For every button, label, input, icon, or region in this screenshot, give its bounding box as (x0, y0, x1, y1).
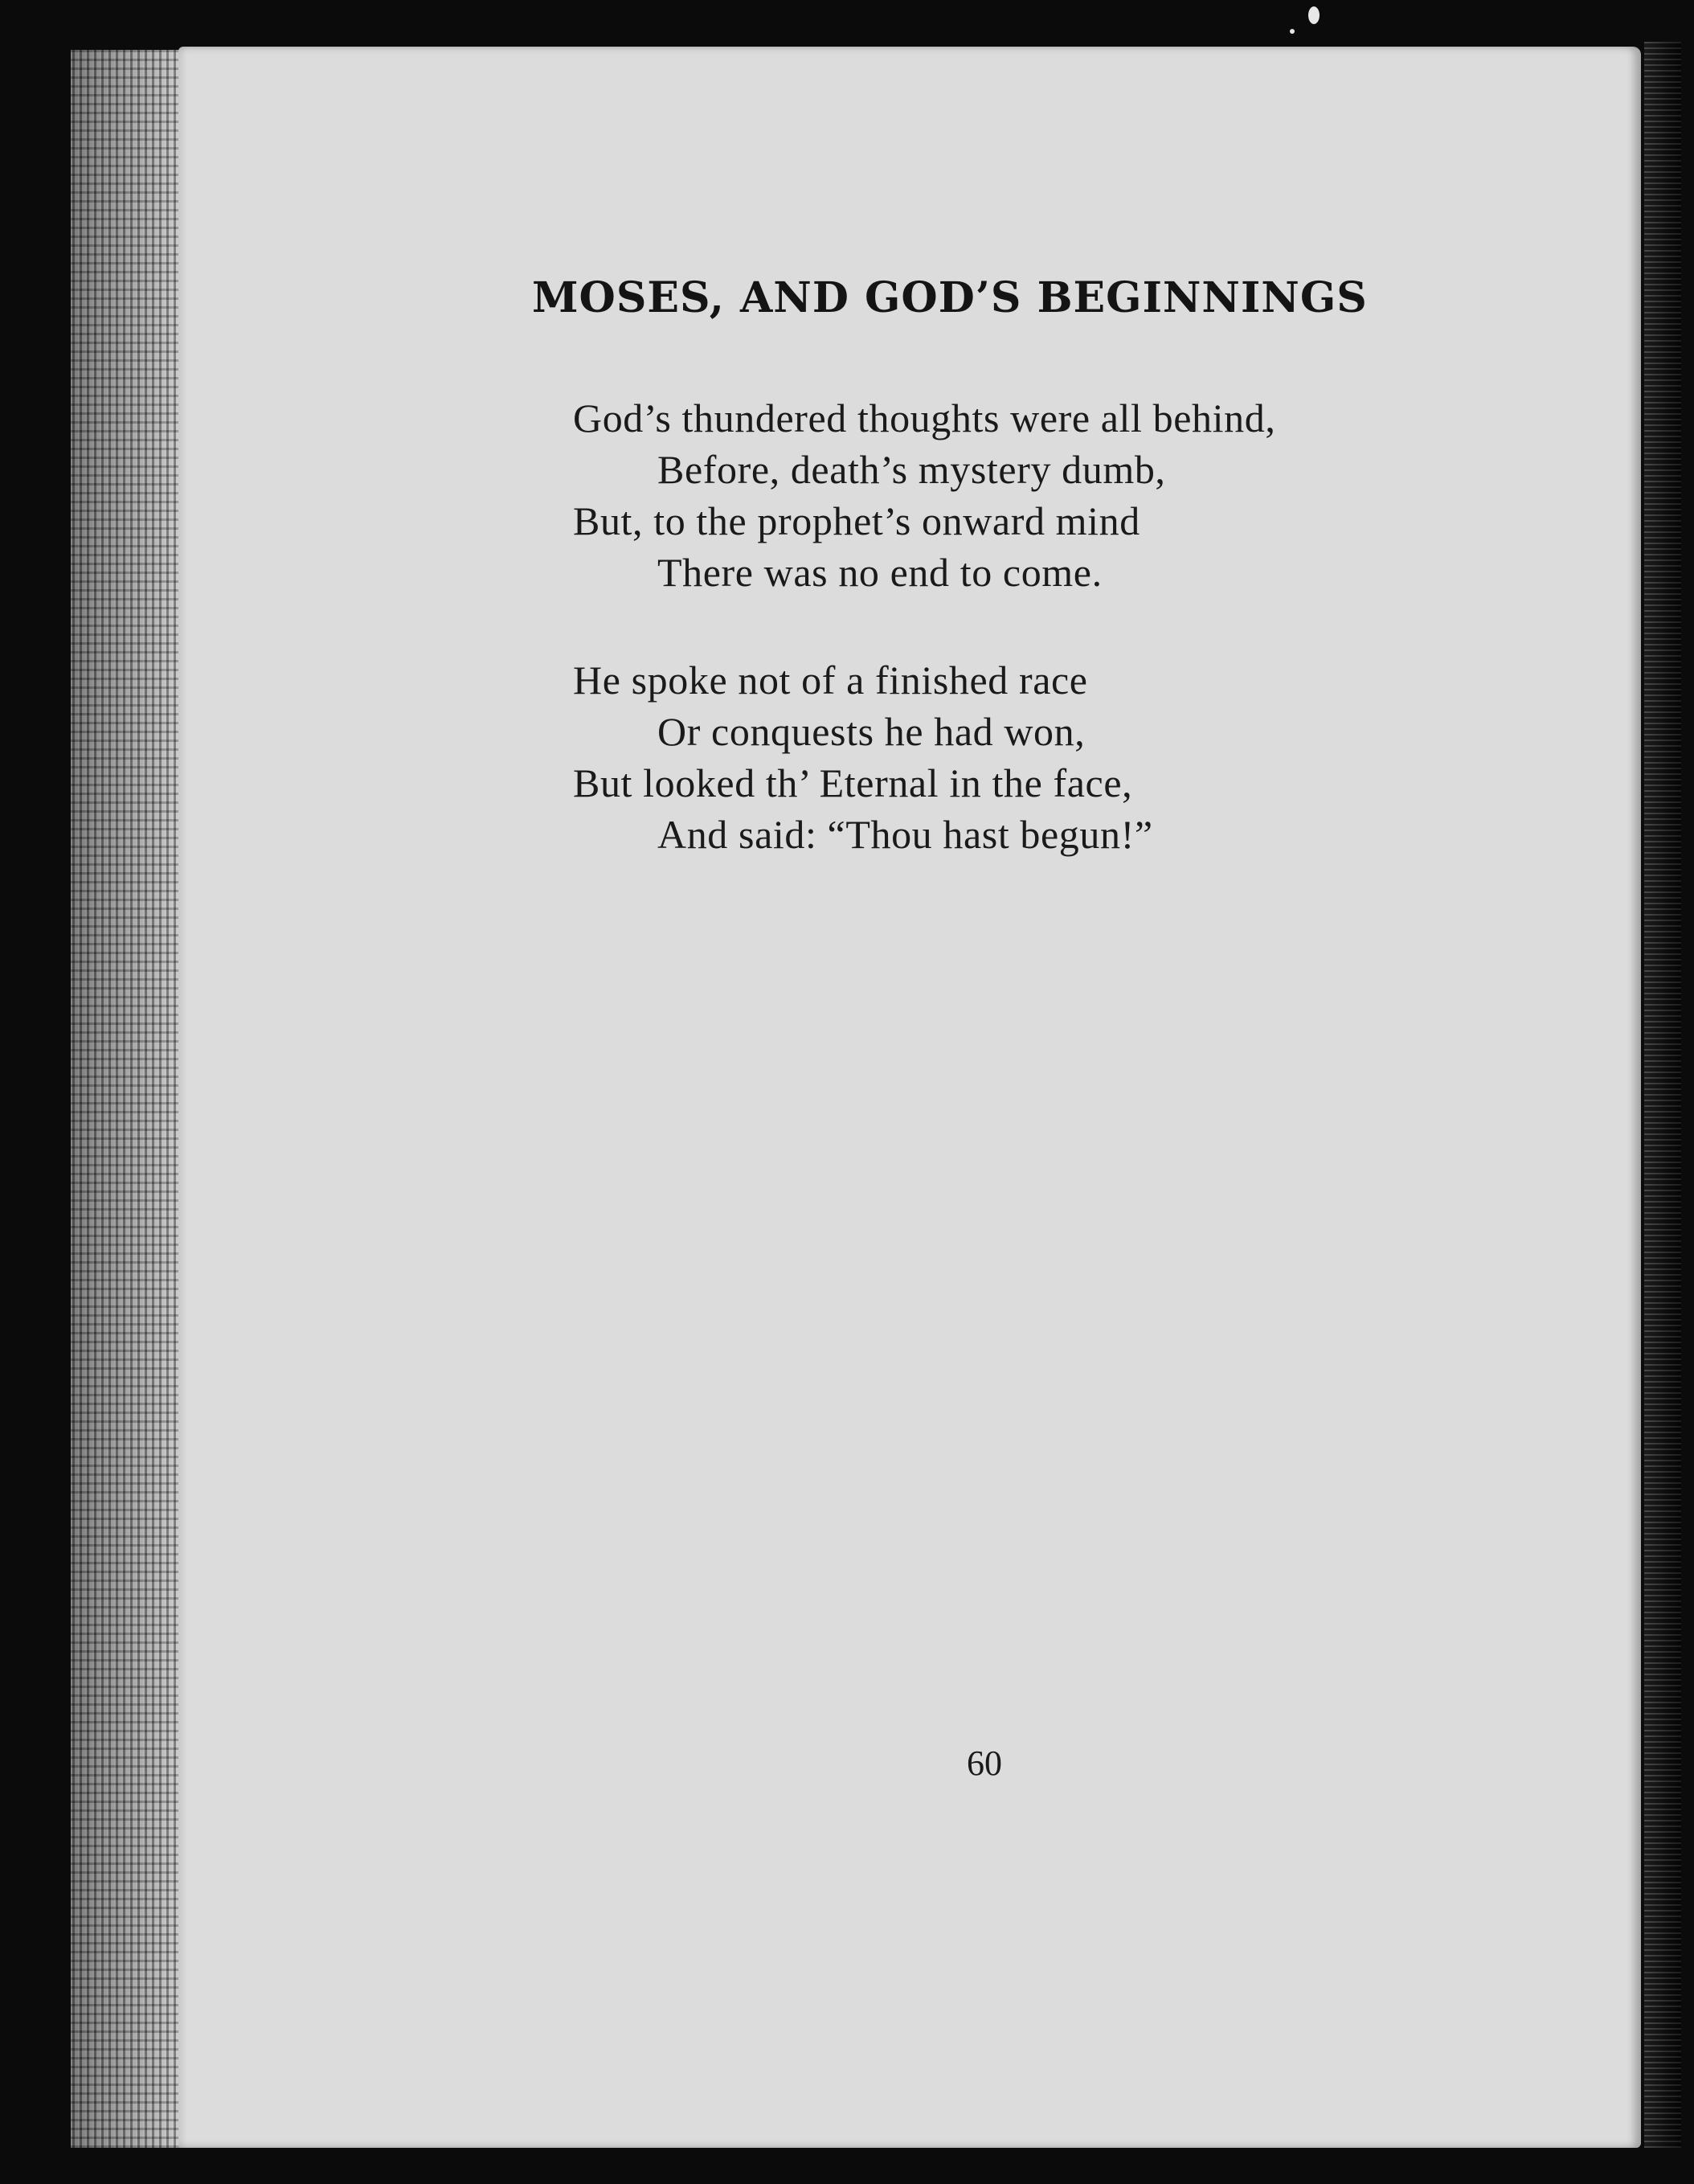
poem-line: God’s thundered thoughts were all behind, (573, 395, 1276, 440)
stanza (573, 654, 1618, 860)
book-spine (71, 50, 183, 2148)
poem-line: Or conquests he had won, (657, 709, 1086, 754)
page-right-edge (1644, 42, 1681, 2148)
dust-speck (1290, 29, 1295, 34)
poem-line: Before, death’s mystery dumb, (657, 447, 1166, 492)
dust-speck (1308, 6, 1320, 24)
poem-line: But looked th’ Eternal in the face, (573, 760, 1133, 805)
stanza (573, 392, 1618, 598)
poem-title: MOSES, AND GOD’S BEGINNINGS (532, 273, 1368, 322)
page-sheet (178, 47, 1641, 2148)
poem-line: But, to the prophet’s onward mind (573, 498, 1140, 543)
poem-line: He spoke not of a finished race (573, 658, 1088, 703)
poem-line: And said: “Thou hast begun!” (657, 812, 1153, 857)
poem-line: There was no end to come. (657, 550, 1103, 595)
page-number: 60 (967, 1744, 1002, 1783)
poem-body (573, 392, 1618, 916)
